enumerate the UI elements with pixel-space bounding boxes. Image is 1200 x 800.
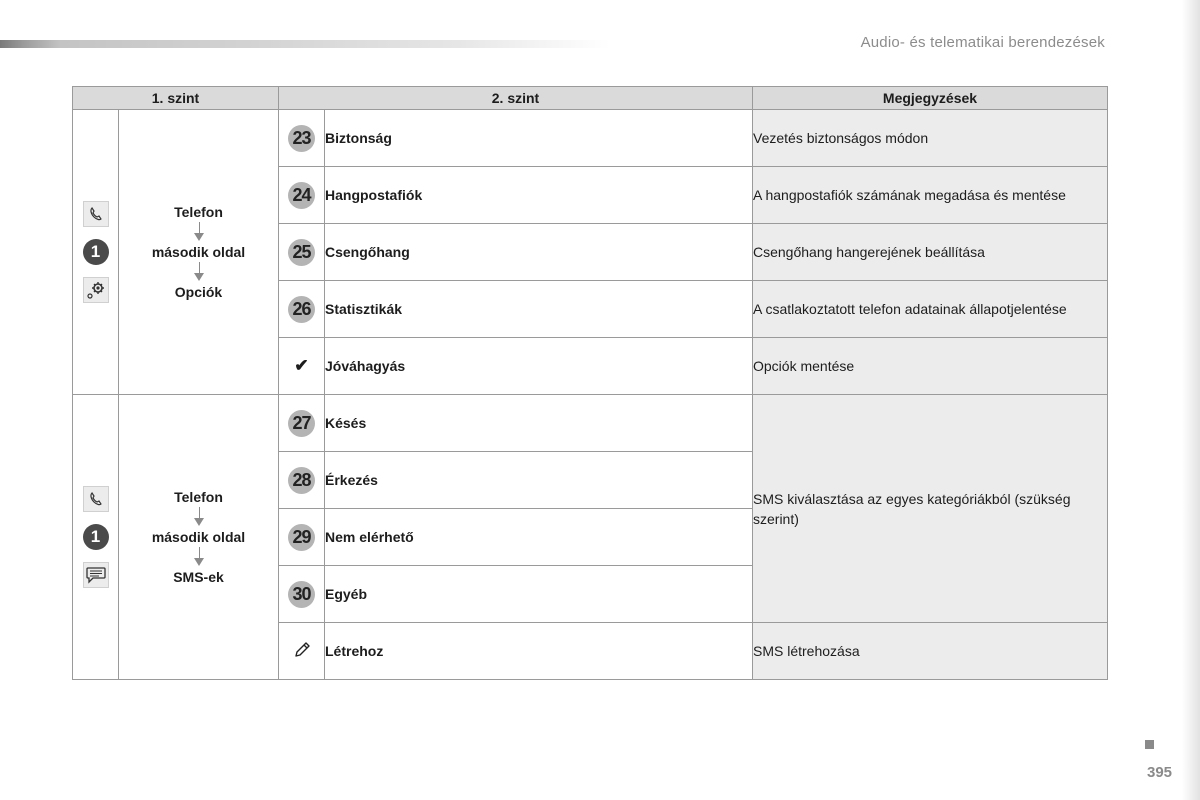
path-step-second-page: második oldal	[151, 529, 246, 545]
menu-item-label: Jóváhagyás	[325, 338, 753, 395]
down-arrow-icon	[119, 220, 278, 244]
menu-item-label: Csengőhang	[325, 224, 753, 281]
page-corner-marker	[1145, 740, 1154, 749]
phone-icon	[83, 201, 109, 227]
one-icon: 1	[83, 524, 109, 550]
column-header-level2: 2. szint	[279, 87, 753, 110]
sms-icon	[83, 562, 109, 588]
number-cell	[279, 281, 325, 338]
path-step-sms: SMS-ek	[173, 569, 224, 585]
menu-item-label: Hangpostafiók	[325, 167, 753, 224]
menu-item-label: Létrehoz	[325, 623, 753, 680]
one-icon: 1	[83, 239, 109, 265]
phone-icon	[83, 486, 109, 512]
number-badge: 23	[288, 125, 315, 152]
page-number: 395	[1147, 764, 1173, 781]
merged-note-cell: SMS kiválasztása az egyes kategóriákból (szükség szerint)	[753, 395, 1108, 623]
down-arrow-icon	[119, 260, 278, 284]
number-badge: 27	[288, 410, 315, 437]
column-header-level1: 1. szint	[73, 87, 279, 110]
menu-item-note: A hangpostafiók számának megadása és mentése	[753, 167, 1108, 224]
number-badge: 28	[288, 467, 315, 494]
page-header-title: Audio- és telematikai berendezések	[860, 34, 1105, 51]
menu-item-note: Vezetés biztonságos módon	[753, 110, 1108, 167]
page-edge-shadow	[1182, 0, 1200, 800]
number-cell	[279, 395, 325, 452]
path-step-phone: Telefon	[174, 489, 223, 505]
number-badge: 29	[288, 524, 315, 551]
down-arrow-icon	[119, 505, 278, 529]
menu-item-label: Statisztikák	[325, 281, 753, 338]
down-arrow-icon	[119, 545, 278, 569]
number-badge: 30	[288, 581, 315, 608]
number-cell	[279, 623, 325, 680]
menu-item-note: Opciók mentése	[753, 338, 1108, 395]
number-cell	[279, 566, 325, 623]
number-cell	[279, 509, 325, 566]
number-cell	[279, 338, 325, 395]
number-cell	[279, 224, 325, 281]
number-badge: 25	[288, 239, 315, 266]
column-header-notes: Megjegyzések	[753, 87, 1108, 110]
path-step-options: Opciók	[174, 284, 223, 300]
menu-item-label: Egyéb	[325, 566, 753, 623]
pencil-icon	[292, 647, 312, 663]
checkmark-icon: ✔	[294, 356, 309, 375]
number-cell	[279, 167, 325, 224]
menu-item-note: Csengőhang hangerejének beállítása	[753, 224, 1108, 281]
path-step-phone: Telefon	[174, 204, 223, 220]
menu-table	[72, 86, 1108, 680]
table-row	[73, 395, 1108, 452]
table-row	[73, 110, 1108, 167]
path-step-second-page: második oldal	[151, 244, 246, 260]
menu-item-label: Nem elérhető	[325, 509, 753, 566]
level1-path-cell	[119, 395, 279, 680]
header-gradient-bar	[0, 40, 610, 48]
level1-icons-cell	[73, 110, 119, 395]
settings-icon	[83, 277, 109, 303]
level1-path-cell	[119, 110, 279, 395]
level1-icons-cell	[73, 395, 119, 680]
menu-item-label: Késés	[325, 395, 753, 452]
number-cell	[279, 452, 325, 509]
menu-item-note: A csatlakoztatott telefon adatainak állapotjelentése	[753, 281, 1108, 338]
number-cell	[279, 110, 325, 167]
menu-item-label: Érkezés	[325, 452, 753, 509]
number-badge: 26	[288, 296, 315, 323]
menu-item-label: Biztonság	[325, 110, 753, 167]
menu-item-note: SMS létrehozása	[753, 623, 1108, 680]
number-badge: 24	[288, 182, 315, 209]
